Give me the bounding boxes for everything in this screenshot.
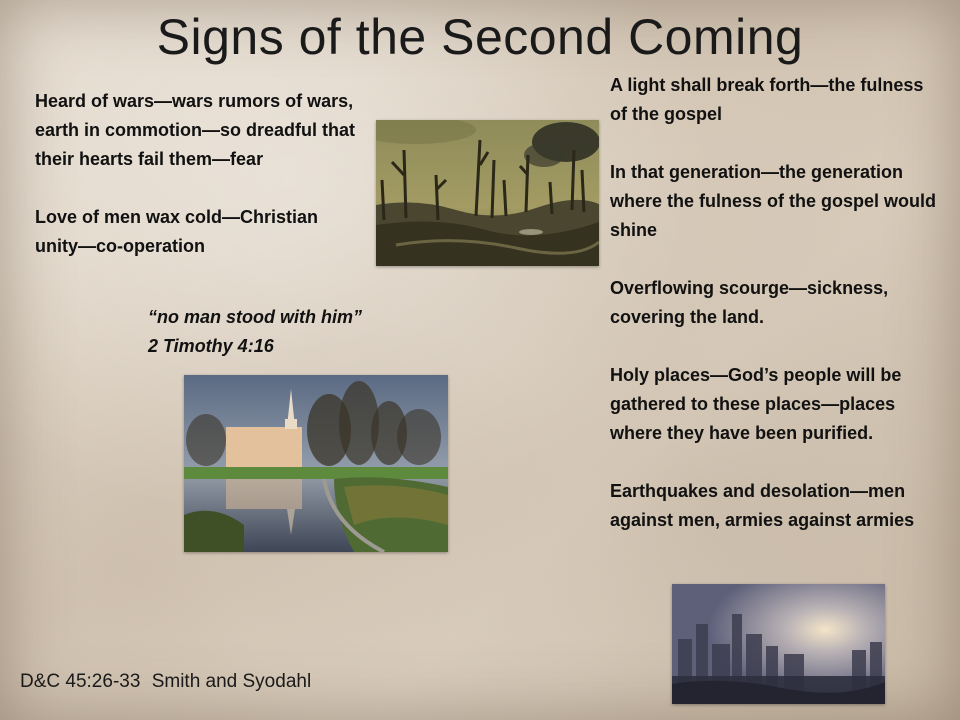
footer-scripture-reference: D&C 45:26-33 [20,671,141,692]
quote-reference: 2 Timothy 4:16 [148,336,274,356]
footer-source: Smith and Syodahl [151,671,312,692]
battlefield-painting-graphic [376,120,599,266]
right-text-block [610,71,940,535]
quote-block [148,303,418,361]
desolate-city-graphic [672,584,885,704]
paragraph-spacer [610,245,940,274]
paragraph-spacer [610,332,940,361]
holy-places-paragraph: Holy places—God’s people will be gathered to these places—places where they have been purified. [610,365,902,443]
battlefield-painting-image [376,120,599,266]
footer-citation [20,671,317,693]
temple-photo-image [184,375,448,552]
quote-text: “no man stood with him” [148,307,362,327]
that-generation-paragraph: In that generation—the generation where the fulness of the gospel would shine [610,162,937,240]
earthquakes-paragraph: Earthquakes and desolation—men against men, armies against armies [610,481,915,530]
paragraph-spacer [610,129,940,158]
paragraph-spacer [610,448,940,477]
desolate-city-image [672,584,885,704]
love-wax-cold-paragraph: Love of men wax cold—Christian unity—co-operation [35,207,319,256]
left-text-block [35,87,365,261]
light-break-forth-paragraph: A light shall break forth—the fulness of the gospel [610,75,924,124]
overflowing-scourge-paragraph: Overflowing scourge—sickness, covering the land. [610,278,889,327]
slide-title: Signs of the Second Coming [156,9,804,65]
paragraph-spacer [35,174,365,203]
temple-photo-graphic [184,375,448,552]
wars-paragraph: Heard of wars—wars rumors of wars, earth in commotion—so dreadful that their hearts fail them—fear [35,91,356,169]
